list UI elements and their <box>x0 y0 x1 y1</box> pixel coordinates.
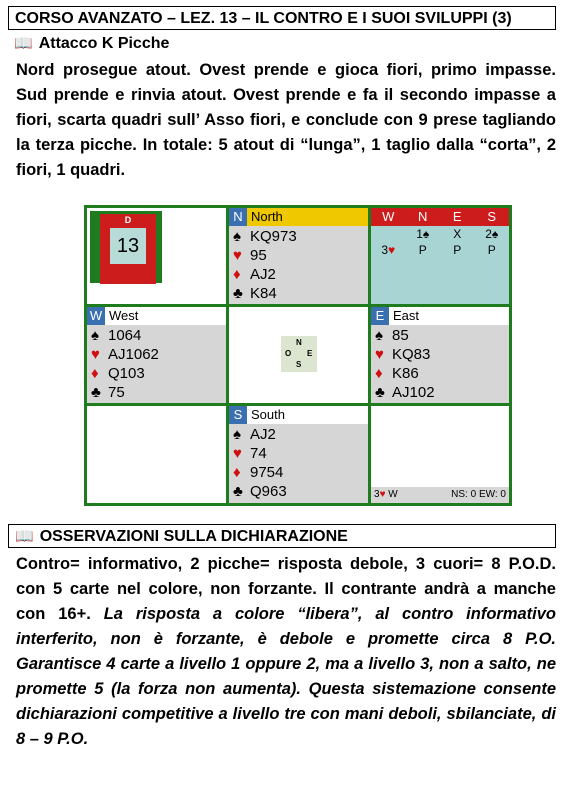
north-spades-cards: KQ973 <box>250 228 297 245</box>
diamond-icon: ♦ <box>233 266 241 283</box>
book-icon: 📖 <box>14 35 33 52</box>
south-diamonds <box>233 463 364 482</box>
east-name: East <box>393 308 420 323</box>
north-diamonds <box>233 265 364 284</box>
north-name: North <box>251 209 283 224</box>
west-seat-letter: W <box>87 307 105 325</box>
empty-cell <box>87 406 226 503</box>
south-cards <box>229 424 368 503</box>
club-icon: ♣ <box>233 285 243 302</box>
west-hearts-cards: AJ1062 <box>108 346 159 363</box>
observations-text <box>16 552 556 752</box>
observations-italic: La risposta a colore “libera”, al contro informativo interferito, non è forzante, è debole e promette circa 8 P.O. Garantisce 4 carte a livello 1 oppure 2, ma a livello 3, non a salto, ne promette 5 (la forza non aumenta). Questa sistemazione consente dichiarazioni competitive a livello tre con mani deboli, sbilanciate, di 8 – 9 P.O. <box>16 605 557 748</box>
north-seat-letter: N <box>229 208 247 226</box>
east-hand <box>371 307 509 403</box>
bid <box>371 226 406 242</box>
observations-plain: Contro= informativo, 2 picche= risposta debole, 3 cuori= 8 P.O.D. con 5 carte nel colore, non forzante. Il contrante andrà a manche con 16+. <box>16 555 556 623</box>
north-hearts-cards: 95 <box>250 247 267 264</box>
dealer-letter: D <box>124 215 132 225</box>
north-spades <box>233 227 364 246</box>
east-clubs-cards: AJ102 <box>392 384 435 401</box>
east-diamonds <box>375 364 505 383</box>
east-spades-cards: 85 <box>392 327 409 344</box>
book-icon: 📖 <box>15 528 34 545</box>
south-spades-cards: AJ2 <box>250 426 276 443</box>
auction-col-n: N <box>418 209 428 224</box>
east-cards <box>371 325 509 403</box>
north-clubs <box>233 284 364 303</box>
result-bar <box>371 487 509 503</box>
board-info-cell <box>87 208 226 304</box>
west-diamonds-cards: Q103 <box>108 365 145 382</box>
west-clubs-cards: 75 <box>108 384 125 401</box>
south-header <box>229 406 368 424</box>
east-header <box>371 307 509 325</box>
south-hearts-cards: 74 <box>250 445 267 462</box>
club-icon: ♣ <box>233 483 243 500</box>
west-diamonds <box>91 364 222 383</box>
spade-icon: ♠ <box>233 228 241 245</box>
bid: P <box>453 243 462 257</box>
compass-w: O <box>285 349 292 358</box>
south-clubs-cards: Q963 <box>250 483 287 500</box>
auction-round-2 <box>371 242 509 258</box>
lead-heading-text: Attacco K Picche <box>38 35 170 52</box>
heart-icon: ♥ <box>91 346 100 363</box>
board-number: 13 <box>110 228 146 264</box>
auction-header <box>371 208 509 226</box>
bid: P <box>418 243 427 257</box>
heart-icon: ♥ <box>233 247 242 264</box>
heart-icon: ♥ <box>375 346 384 363</box>
spade-icon: ♠ <box>375 327 383 344</box>
compass-s: S <box>296 360 302 369</box>
bid: X <box>453 227 462 241</box>
north-clubs-cards: K84 <box>250 285 277 302</box>
south-spades <box>233 425 364 444</box>
result-cell <box>371 406 509 503</box>
club-icon: ♣ <box>375 384 385 401</box>
auction-col-w: W <box>382 209 395 224</box>
west-hearts <box>91 345 222 364</box>
north-cards <box>229 226 368 304</box>
west-spades <box>91 326 222 345</box>
compass-n: N <box>296 338 302 347</box>
result-score: NS: 0 EW: 0 <box>451 489 506 500</box>
south-hand <box>229 406 368 503</box>
auction-col-s: S <box>487 209 497 224</box>
bridge-board <box>84 205 512 506</box>
play-description: Nord prosegue atout. Ovest prende e gioca fiori, primo impasse. Sud prende e rinvia atout. Ovest prende e fa il secondo impasse a fiori, scarta quadri sull’ Asso fiori, e conclude con 9 prese tagliando la terza picche. In totale: 5 atout di “lunga”, 1 taglio dalla “corta”, 2 fiori, 1 quadri. <box>16 61 556 179</box>
west-header <box>87 307 226 325</box>
diamond-icon: ♦ <box>375 365 383 382</box>
west-cards <box>87 325 226 403</box>
bid: 2♠ <box>485 227 499 241</box>
auction-round-1 <box>371 226 509 242</box>
east-diamonds-cards: K86 <box>392 365 419 382</box>
auction-col-e: E <box>452 209 462 224</box>
spade-icon: ♠ <box>233 426 241 443</box>
table-center <box>229 307 368 403</box>
observations-heading-text: OSSERVAZIONI SULLA DICHIARAZIONE <box>39 528 348 545</box>
lesson-title: CORSO AVANZATO – LEZ. 13 – IL CONTRO E I SUOI SVILUPPI (3) <box>8 6 556 30</box>
north-diamonds-cards: AJ2 <box>250 266 276 283</box>
north-hearts <box>233 246 364 265</box>
east-spades <box>375 326 505 345</box>
west-hand <box>87 307 226 403</box>
south-name: South <box>251 407 285 422</box>
diamond-icon: ♦ <box>91 365 99 382</box>
club-icon: ♣ <box>91 384 101 401</box>
east-hearts-cards: KQ83 <box>392 346 431 363</box>
east-seat-letter: E <box>371 307 389 325</box>
auction-box <box>371 208 509 304</box>
west-spades-cards: 1064 <box>108 327 142 344</box>
compass <box>281 336 317 372</box>
vulnerability-indicator <box>90 211 162 283</box>
west-name: West <box>109 308 139 323</box>
east-hearts <box>375 345 505 364</box>
diamond-icon: ♦ <box>233 464 241 481</box>
south-clubs <box>233 482 364 501</box>
dealer-tag <box>100 214 156 284</box>
result-contract: 3♥ W <box>374 489 398 500</box>
east-clubs <box>375 383 505 402</box>
bid: 1♠ <box>416 227 430 241</box>
south-hearts <box>233 444 364 463</box>
west-clubs <box>91 383 222 402</box>
north-hand <box>229 208 368 304</box>
bid: P <box>487 243 496 257</box>
spade-icon: ♠ <box>91 327 99 344</box>
lead-heading <box>14 34 169 54</box>
south-seat-letter: S <box>229 406 247 424</box>
north-header <box>229 208 368 226</box>
south-diamonds-cards: 9754 <box>250 464 284 481</box>
heart-icon: ♥ <box>233 445 242 462</box>
observations-heading <box>8 524 556 548</box>
bid: 3♥ <box>381 243 396 257</box>
compass-e: E <box>307 349 313 358</box>
